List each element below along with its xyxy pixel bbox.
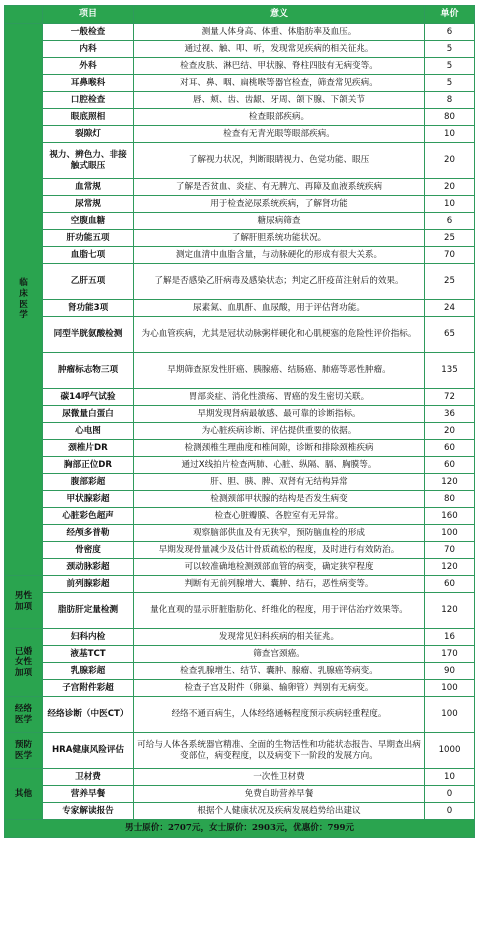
footer-row: [5, 820, 475, 838]
item-price: 90: [425, 663, 475, 680]
table-row: [5, 697, 475, 733]
health-checkup-price-table: [4, 5, 475, 838]
header-item: 项目: [43, 6, 134, 24]
item-description: 了解是否感染乙肝病毒及感染状态；判定乙肝疫苗注射后的效果。: [134, 264, 425, 300]
item-description: 检测颈部甲状腺的结构是否发生病变: [134, 491, 425, 508]
item-description: 免费自助营养早餐: [134, 786, 425, 803]
item-price: 80: [425, 109, 475, 126]
item-price: 25: [425, 230, 475, 247]
item-price: 120: [425, 559, 475, 576]
item-name: 耳鼻喉科: [43, 75, 134, 92]
item-price: 20: [425, 143, 475, 179]
table-row: [5, 786, 475, 803]
table-row: [5, 24, 475, 41]
table-row: [5, 143, 475, 179]
table-row: [5, 406, 475, 423]
item-price: 60: [425, 440, 475, 457]
item-description: 胃部炎症、消化性溃疡、胃癌的发生密切关联。: [134, 389, 425, 406]
item-price: 100: [425, 525, 475, 542]
item-description: 早期发现骨量减少及估计骨质疏松的程度，及时进行有效防治。: [134, 542, 425, 559]
item-name: HRA健康风险评估: [43, 733, 134, 769]
item-description: 了解视力状况，判断眼睛视力、色觉功能、眼压: [134, 143, 425, 179]
item-name: 外科: [43, 58, 134, 75]
item-price: 20: [425, 423, 475, 440]
table-row: [5, 646, 475, 663]
item-name: 裂隙灯: [43, 126, 134, 143]
item-name: 心电图: [43, 423, 134, 440]
item-name: 腹部彩超: [43, 474, 134, 491]
item-name: 妇科内检: [43, 629, 134, 646]
item-description: 观察脑部供血及有无狭窄，预防脑血栓的形成: [134, 525, 425, 542]
table-body: [5, 24, 475, 820]
category-cell: 经络 医学: [5, 697, 43, 733]
item-name: 血常规: [43, 179, 134, 196]
item-price: 6: [425, 213, 475, 230]
table-row: [5, 663, 475, 680]
category-cell: 其他: [5, 769, 43, 820]
item-name: 一般检查: [43, 24, 134, 41]
item-description: 肝、胆、胰、脾、双肾有无结构异常: [134, 474, 425, 491]
item-description: 早期筛查原发性肝癌、胰腺癌、结肠癌、肺癌等恶性肿瘤。: [134, 353, 425, 389]
item-description: 了解肝胆系统功能状况。: [134, 230, 425, 247]
item-price: 80: [425, 491, 475, 508]
item-description: 尿素氮、血肌酐、血尿酸，用于评估肾功能。: [134, 300, 425, 317]
item-price: 160: [425, 508, 475, 525]
table-row: [5, 733, 475, 769]
category-cell: 临 床 医 学: [5, 24, 43, 576]
item-name: 颈椎片DR: [43, 440, 134, 457]
item-price: 120: [425, 474, 475, 491]
table-row: [5, 126, 475, 143]
item-description: 为心脏疾病诊断、评估提供重要的依据。: [134, 423, 425, 440]
item-price: 10: [425, 769, 475, 786]
item-description: 检查子宫及附件（卵巢、输卵管）判别有无病变。: [134, 680, 425, 697]
table-row: [5, 559, 475, 576]
item-name: 尿微量白蛋白: [43, 406, 134, 423]
item-price: 20: [425, 179, 475, 196]
table-row: [5, 353, 475, 389]
item-description: 为心血管疾病，尤其是冠状动脉粥样硬化和心肌梗塞的危险性评价指标。: [134, 317, 425, 353]
item-description: 测量人体身高、体重、体脂肪率及血压。: [134, 24, 425, 41]
item-description: 检测颈椎生理曲度和椎间隙，诊断和排除颈椎疾病: [134, 440, 425, 457]
item-name: 颈动脉彩超: [43, 559, 134, 576]
item-name: 乙肝五项: [43, 264, 134, 300]
item-price: 100: [425, 697, 475, 733]
item-name: 同型半胱氨酸检测: [43, 317, 134, 353]
header-description: 意义: [134, 6, 425, 24]
item-name: 碳14呼气试验: [43, 389, 134, 406]
item-name: 前列腺彩超: [43, 576, 134, 593]
item-price: 70: [425, 542, 475, 559]
item-price: 6: [425, 24, 475, 41]
table-row: [5, 213, 475, 230]
item-price: 0: [425, 786, 475, 803]
table-row: [5, 109, 475, 126]
item-price: 60: [425, 576, 475, 593]
item-name: 尿常规: [43, 196, 134, 213]
item-description: 通过视、触、叩、听，发现常见疾病的相关征兆。: [134, 41, 425, 58]
table-row: [5, 247, 475, 264]
table-row: [5, 542, 475, 559]
item-name: 胸部正位DR: [43, 457, 134, 474]
item-name: 营养早餐: [43, 786, 134, 803]
table-row: [5, 474, 475, 491]
item-name: 液基TCT: [43, 646, 134, 663]
table-row: [5, 508, 475, 525]
item-description: 用于检查泌尿系统疾病，了解肾功能: [134, 196, 425, 213]
item-name: 眼底照相: [43, 109, 134, 126]
item-price: 70: [425, 247, 475, 264]
item-name: 脂肪肝定量检测: [43, 593, 134, 629]
item-price: 135: [425, 353, 475, 389]
item-description: 发现常见妇科疾病的相关征兆。: [134, 629, 425, 646]
table-row: [5, 680, 475, 697]
item-description: 检查心脏瓣膜、各腔室有无异常。: [134, 508, 425, 525]
item-name: 血脂七项: [43, 247, 134, 264]
item-price: 1000: [425, 733, 475, 769]
table-row: [5, 576, 475, 593]
item-price: 120: [425, 593, 475, 629]
item-price: 72: [425, 389, 475, 406]
category-cell: 男性 加项: [5, 576, 43, 629]
item-name: 口腔检查: [43, 92, 134, 109]
item-description: 测定血清中血脂含量，与动脉硬化的形成有很大关系。: [134, 247, 425, 264]
item-description: 一次性卫材费: [134, 769, 425, 786]
table-row: [5, 179, 475, 196]
category-cell: 已婚 女性 加项: [5, 629, 43, 697]
item-description: 筛查宫颈癌。: [134, 646, 425, 663]
item-name: 甲状腺彩超: [43, 491, 134, 508]
table-row: [5, 593, 475, 629]
item-description: 根据个人健康状况及疾病发展趋势给出建议: [134, 803, 425, 820]
item-price: 10: [425, 126, 475, 143]
item-description: 经络不通百病生，人体经络通畅程度预示疾病轻重程度。: [134, 697, 425, 733]
item-description: 对耳、鼻、咽、扁桃喉等器官检查，筛查常见疾病。: [134, 75, 425, 92]
table-row: [5, 629, 475, 646]
table-row: [5, 317, 475, 353]
item-price: 36: [425, 406, 475, 423]
item-description: 早期发现肾病最敏感、最可靠的诊断指标。: [134, 406, 425, 423]
table-row: [5, 491, 475, 508]
table-row: [5, 457, 475, 474]
table-row: [5, 525, 475, 542]
table-row: [5, 264, 475, 300]
item-name: 骨密度: [43, 542, 134, 559]
item-price: 60: [425, 457, 475, 474]
table-row: [5, 58, 475, 75]
table-row: [5, 75, 475, 92]
price-summary: 男士原价：2707元，女士原价：2903元，优惠价：799元: [5, 820, 475, 838]
header-category: [5, 6, 43, 24]
item-price: 16: [425, 629, 475, 646]
item-price: 10: [425, 196, 475, 213]
item-name: 内科: [43, 41, 134, 58]
item-name: 心脏彩色超声: [43, 508, 134, 525]
table-row: [5, 769, 475, 786]
item-description: 判断有无前列腺增大、囊肿、结石，恶性病变等。: [134, 576, 425, 593]
item-price: 25: [425, 264, 475, 300]
item-description: 可给与人体各系统器官精准、全面的生物活性和功能状态报告、早期查出病变部位，病变程度，以及病变下一阶段的发展方向。: [134, 733, 425, 769]
category-cell: 预防 医学: [5, 733, 43, 769]
table-row: [5, 803, 475, 820]
item-price: 5: [425, 75, 475, 92]
table-header-row: [5, 6, 475, 24]
item-description: 检查乳腺增生、结节、囊肿、腺瘤、乳腺癌等病变。: [134, 663, 425, 680]
item-name: 肾功能3项: [43, 300, 134, 317]
item-description: 通过X线拍片检查两肺、心脏、纵隔、膈、胸膜等。: [134, 457, 425, 474]
item-name: 子宫附件彩超: [43, 680, 134, 697]
item-name: 乳腺彩超: [43, 663, 134, 680]
table-row: [5, 440, 475, 457]
table-row: [5, 300, 475, 317]
item-description: 了解是否贫血、炎症、有无脾亢、再障及血液系统疾病: [134, 179, 425, 196]
table-row: [5, 41, 475, 58]
item-price: 24: [425, 300, 475, 317]
table-row: [5, 423, 475, 440]
item-description: 检查有无青光眼等眼部疾病。: [134, 126, 425, 143]
item-name: 卫材费: [43, 769, 134, 786]
item-price: 5: [425, 58, 475, 75]
table-row: [5, 92, 475, 109]
item-description: 检查眼部疾病。: [134, 109, 425, 126]
item-description: 检查皮肤、淋巴结、甲状腺、脊柱四肢有无病变等。: [134, 58, 425, 75]
item-description: 糖尿病筛查: [134, 213, 425, 230]
item-price: 170: [425, 646, 475, 663]
table-row: [5, 389, 475, 406]
item-name: 经颅多普勒: [43, 525, 134, 542]
item-name: 专家解读报告: [43, 803, 134, 820]
item-price: 65: [425, 317, 475, 353]
item-name: 肝功能五项: [43, 230, 134, 247]
item-name: 空腹血糖: [43, 213, 134, 230]
item-price: 5: [425, 41, 475, 58]
table-row: [5, 196, 475, 213]
item-price: 100: [425, 680, 475, 697]
item-description: 唇、颊、齿、齿龈、牙周、颌下腺、下颌关节: [134, 92, 425, 109]
item-price: 8: [425, 92, 475, 109]
item-price: 0: [425, 803, 475, 820]
item-name: 经络诊断（中医CT）: [43, 697, 134, 733]
item-description: 可以较准确地检测颈部血管的病变，确定狭窄程度: [134, 559, 425, 576]
table-row: [5, 230, 475, 247]
item-name: 视力、辨色力、非接触式眼压: [43, 143, 134, 179]
header-price: 单价: [425, 6, 475, 24]
item-description: 量化直观的显示肝脏脂肪化、纤维化的程度，用于评估治疗效果等。: [134, 593, 425, 629]
item-name: 肿瘤标志物三项: [43, 353, 134, 389]
